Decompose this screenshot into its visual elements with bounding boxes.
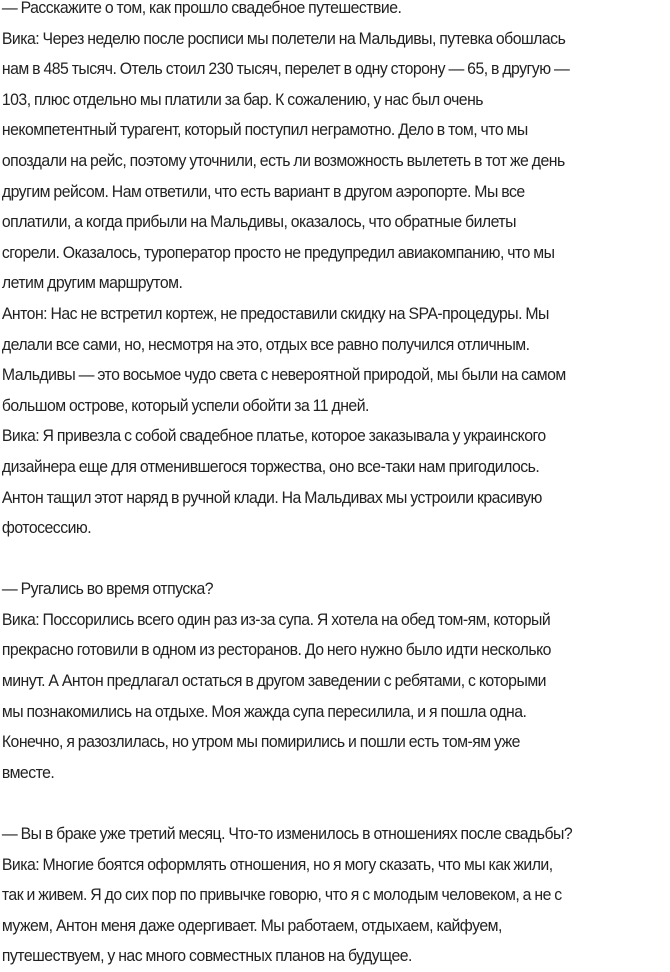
interview-question: — Расскажите о том, как прошло свадебное путешествие. [1,0,402,17]
answer-line: мужем, Антон меня даже одергивает. Мы работаем, отдыхаем, кайфуем, [1,915,502,935]
interview-question: — Вы в браке уже третий месяц. Что-то изменилось в отношениях после свадьбы? [1,824,573,844]
answer-line: сгорели. Оказалось, туроператор просто не предупредил авиакомпанию, что мы [1,242,555,262]
answer-line: делали все сами, но, несмотря на это, отдых все равно получился отличным. [1,334,530,354]
answer-line: Антон тащил этот наряд в ручной клади. На Мальдивах мы устроили красивую [1,487,542,507]
answer-line: оплатили, а когда прибыли на Мальдивы, оказалось, что обратные билеты [1,212,516,232]
interview-section-quarrel [2,574,670,788]
answer-line: Вика: Поссорились всего один раз из-за супа. Я хотела на обед том-ям, который [1,609,551,629]
answer-line: мы познакомились на отдыхе. Моя жажда супа пересилила, и я пошла одна. [1,701,527,721]
interview-section-marriage [2,819,670,972]
answer-anton-1 [2,299,670,421]
answer-line: минут. А Антон предлагал остаться в другом заведении с ребятами, с которыми [1,671,546,691]
interview-section-honeymoon [2,0,670,544]
answer-line: Конечно, я разозлилась, но утром мы помирились и пошли есть том-ям уже [1,732,520,752]
answer-line: летим другим маршрутом. [1,273,183,293]
paragraph-gap [2,788,670,819]
answer-line: путешествуем, у нас много совместных планов на будущее. [1,946,412,966]
answer-line: Антон: Нас не встретил кортеж, не предоставили скидку на SPA-процедуры. Мы [1,303,549,323]
answer-line: некомпетентный турагент, который поступил неграмотно. Дело в том, что мы [1,120,528,140]
answer-vika-1 [2,24,670,299]
answer-line: Мальдивы — это восьмое чудо света с невероятной природой, мы были на самом [1,365,566,385]
answer-line: так и живем. Я до сих пор по привычке говорю, что я с молодым человеком, а не с [1,885,562,905]
answer-line: фотосессию. [1,518,92,538]
answer-line: Вика: Я привезла с собой свадебное платье, которое заказывала у украинского [1,426,546,446]
answer-line: Вика: Многие боятся оформлять отношения, но я могу сказать, что мы как жили, [1,854,553,874]
answer-vika-3 [2,605,670,789]
answer-line: опоздали на рейс, поэтому уточнили, есть ли возможность вылететь в тот же день [1,150,565,170]
answer-vika-2 [2,421,670,543]
answer-line: прекрасно готовили в одном из ресторанов. До него нужно было идти несколько [1,640,551,660]
answer-line: нам в 485 тысяч. Отель стоил 230 тысяч, перелет в одну сторону — 65, в другую — [1,59,570,79]
answer-line: Вика: Через неделю после росписи мы полетели на Мальдивы, путевка обошлась [1,28,566,48]
answer-vika-4 [2,850,670,972]
answer-line: 103, плюс отдельно мы платили за бар. К сожалению, у нас был очень [1,89,484,109]
answer-line: вместе. [1,762,55,782]
answer-line: другим рейсом. Нам ответили, что есть вариант в другом аэропорте. Мы все [1,181,525,201]
interview-question: — Ругались во время отпуска? [1,579,214,599]
answer-line: большом острове, который успели обойти за 11 дней. [1,395,369,415]
paragraph-gap [2,544,670,575]
answer-line: дизайнера еще для отменившегося торжества, оно все-таки нам пригодилось. [1,456,540,476]
